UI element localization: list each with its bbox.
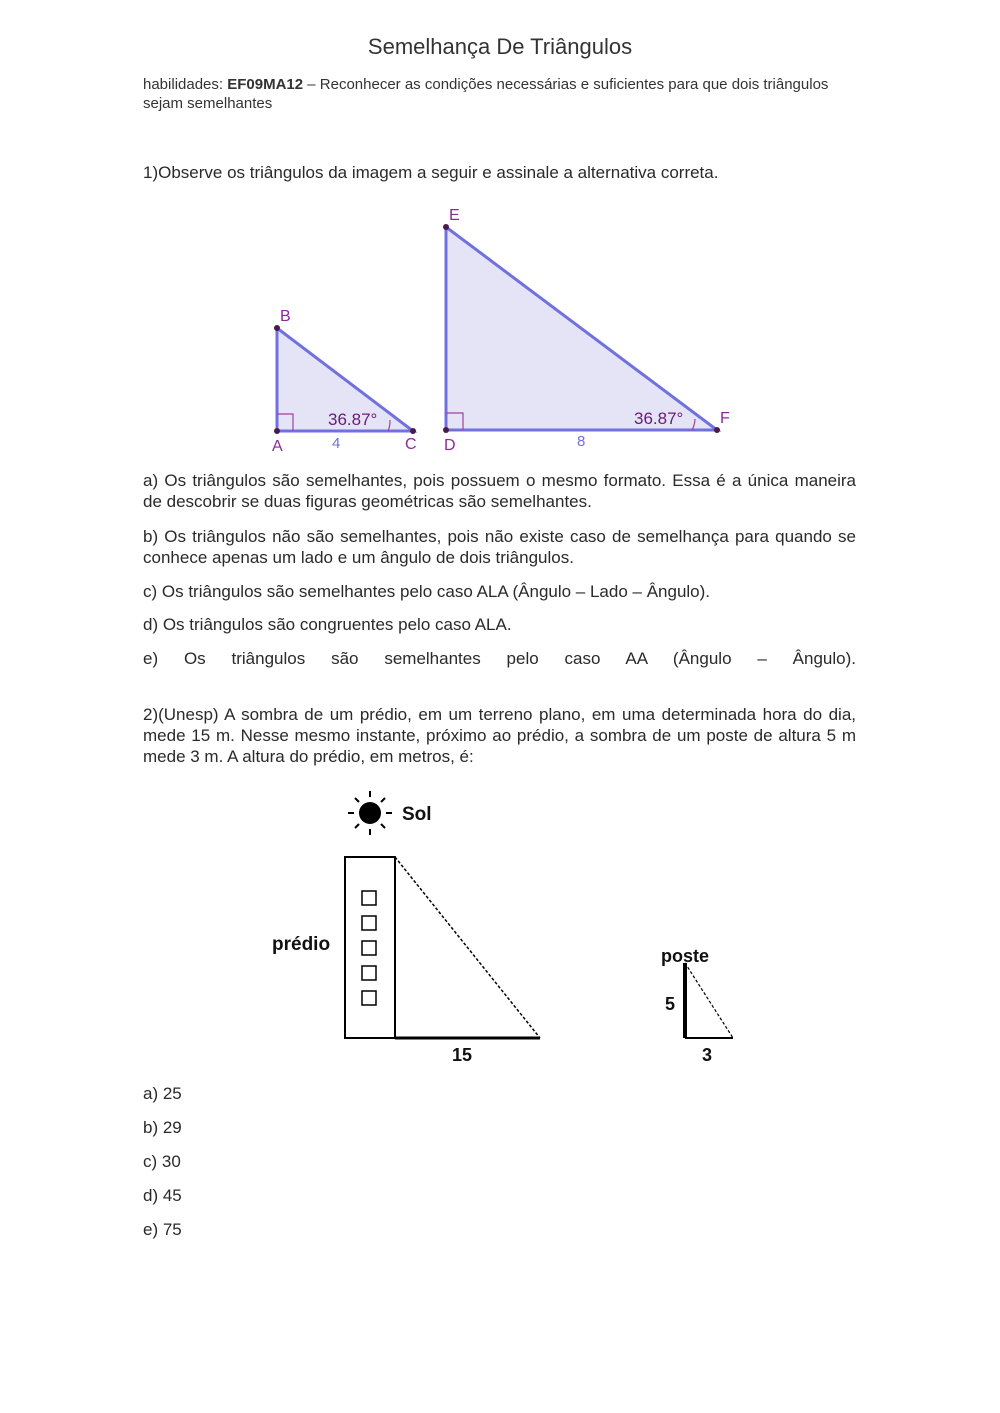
point-d bbox=[443, 427, 449, 433]
sun-icon bbox=[348, 791, 392, 835]
q1-option-e: e) Os triângulos são semelhantes pelo caso AA (Ângulo – Ângulo). bbox=[143, 649, 856, 668]
point-b bbox=[274, 325, 280, 331]
skills-text: – Reconhecer as condições necessárias e suficientes para que dois triângulos sejam semelhantes bbox=[143, 76, 829, 112]
q2-option-e: e) 75 bbox=[143, 1220, 182, 1239]
building-shadow-label: 15 bbox=[452, 1045, 473, 1065]
q1-triangles-figure bbox=[0, 0, 1000, 470]
q1-option-d: d) Os triângulos são congruentes pelo caso ALA. bbox=[143, 615, 512, 634]
skills-code: EF09MA12 bbox=[227, 76, 304, 93]
building-sun-ray bbox=[395, 857, 540, 1038]
label-b: B bbox=[280, 308, 291, 325]
q2-prompt: 2)(Unesp) A sombra de um prédio, em um terreno plano, em uma determinada hora do dia, mede 15 m. Nesse mesmo instante, próximo ao prédio, a sombra de um poste de altura 5 m mede 3 m. A altura do prédio, em metros, é: bbox=[143, 705, 856, 766]
point-f bbox=[714, 427, 720, 433]
angle-label-c: 36.87° bbox=[328, 410, 378, 429]
skills-prefix: habilidades: bbox=[143, 76, 228, 93]
side-label-df: 8 bbox=[577, 433, 586, 450]
pole-label: poste bbox=[661, 946, 710, 966]
building-label: prédio bbox=[272, 934, 331, 955]
pole-height-label: 5 bbox=[665, 994, 676, 1014]
label-a: A bbox=[272, 438, 283, 455]
side-label-ac: 4 bbox=[332, 435, 341, 452]
q1-prompt: 1)Observe os triângulos da imagem a seguir e assinale a alternativa correta. bbox=[143, 163, 719, 182]
angle-label-f: 36.87° bbox=[634, 409, 684, 428]
q1-option-b: b) Os triângulos não são semelhantes, pois não existe caso de semelhança para quando se conhece apenas um lado e um ângulo de dois triângulos. bbox=[143, 527, 856, 567]
label-e: E bbox=[449, 207, 460, 224]
pole-sun-ray bbox=[685, 963, 733, 1038]
pole-shadow-label: 3 bbox=[702, 1045, 713, 1065]
label-d: D bbox=[444, 437, 456, 454]
label-c: C bbox=[405, 436, 417, 453]
page-title: Semelhança De Triângulos bbox=[367, 34, 633, 59]
q2-option-d: d) 45 bbox=[143, 1186, 182, 1205]
point-c bbox=[410, 428, 416, 434]
q2-option-b: b) 29 bbox=[143, 1118, 182, 1137]
triangle-def bbox=[446, 227, 717, 430]
label-f: F bbox=[720, 410, 730, 427]
q2-shadow-figure bbox=[0, 780, 1000, 1070]
sun-label: Sol bbox=[402, 804, 432, 825]
q2-option-a: a) 25 bbox=[143, 1084, 182, 1103]
q1-option-a: a) Os triângulos são semelhantes, pois possuem o mesmo formato. Essa é a única maneira de descobrir se duas figuras geométricas são semelhantes. bbox=[143, 471, 856, 511]
q1-option-c: c) Os triângulos são semelhantes pelo caso ALA (Ângulo – Lado – Ângulo). bbox=[143, 582, 711, 601]
q2-option-c: c) 30 bbox=[143, 1152, 181, 1171]
point-e bbox=[443, 224, 449, 230]
point-a bbox=[274, 428, 280, 434]
